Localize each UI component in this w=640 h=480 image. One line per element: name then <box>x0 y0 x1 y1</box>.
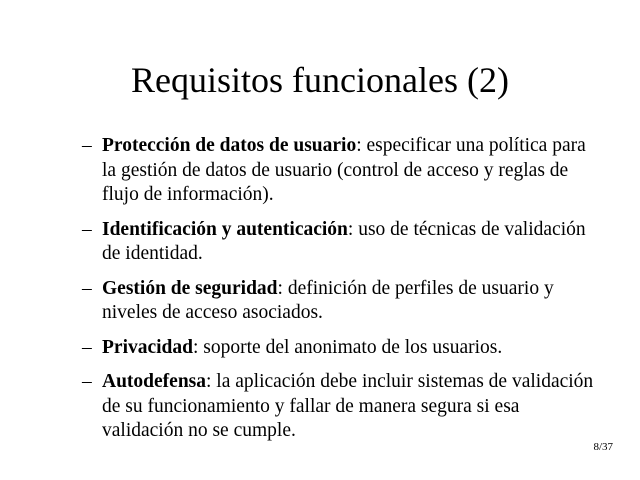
list-item <box>82 336 602 361</box>
bullet-text: : especificar una política para la gestión de datos de usuario (control de acceso y reglas de flujo de información). <box>102 135 586 205</box>
bullet-term: Identificación y autenticación <box>102 218 348 240</box>
dash-bullet: – <box>82 277 92 299</box>
list-item <box>82 370 602 444</box>
dash-bullet: – <box>82 218 92 240</box>
dash-bullet: – <box>82 336 92 358</box>
dash-bullet: – <box>82 371 92 392</box>
bullet-text: : definición de perfiles de usuario y niveles de acceso asociados. <box>102 277 554 323</box>
bullet-text: : uso de técnicas de validación de identidad. <box>102 218 586 264</box>
slide-title: Requisitos funcionales (2) <box>131 60 509 100</box>
bullet-text: : la aplicación debe incluir sistemas de validación de su funcionamiento y fallar de manera segura si esa validación no se cumple. <box>102 371 594 441</box>
list-item <box>82 277 602 326</box>
page-number: 8/37 <box>593 441 613 453</box>
bullet-list <box>82 134 602 454</box>
bullet-term: Protección de datos de usuario <box>102 135 357 156</box>
bullet-term: Privacidad <box>102 336 193 358</box>
list-item <box>82 218 602 267</box>
bullet-text: : soporte del anonimato de los usuarios. <box>193 336 503 358</box>
bullet-term: Gestión de seguridad <box>102 277 278 299</box>
list-item <box>82 134 602 208</box>
dash-bullet: – <box>82 135 92 156</box>
bullet-term: Autodefensa <box>102 371 207 392</box>
